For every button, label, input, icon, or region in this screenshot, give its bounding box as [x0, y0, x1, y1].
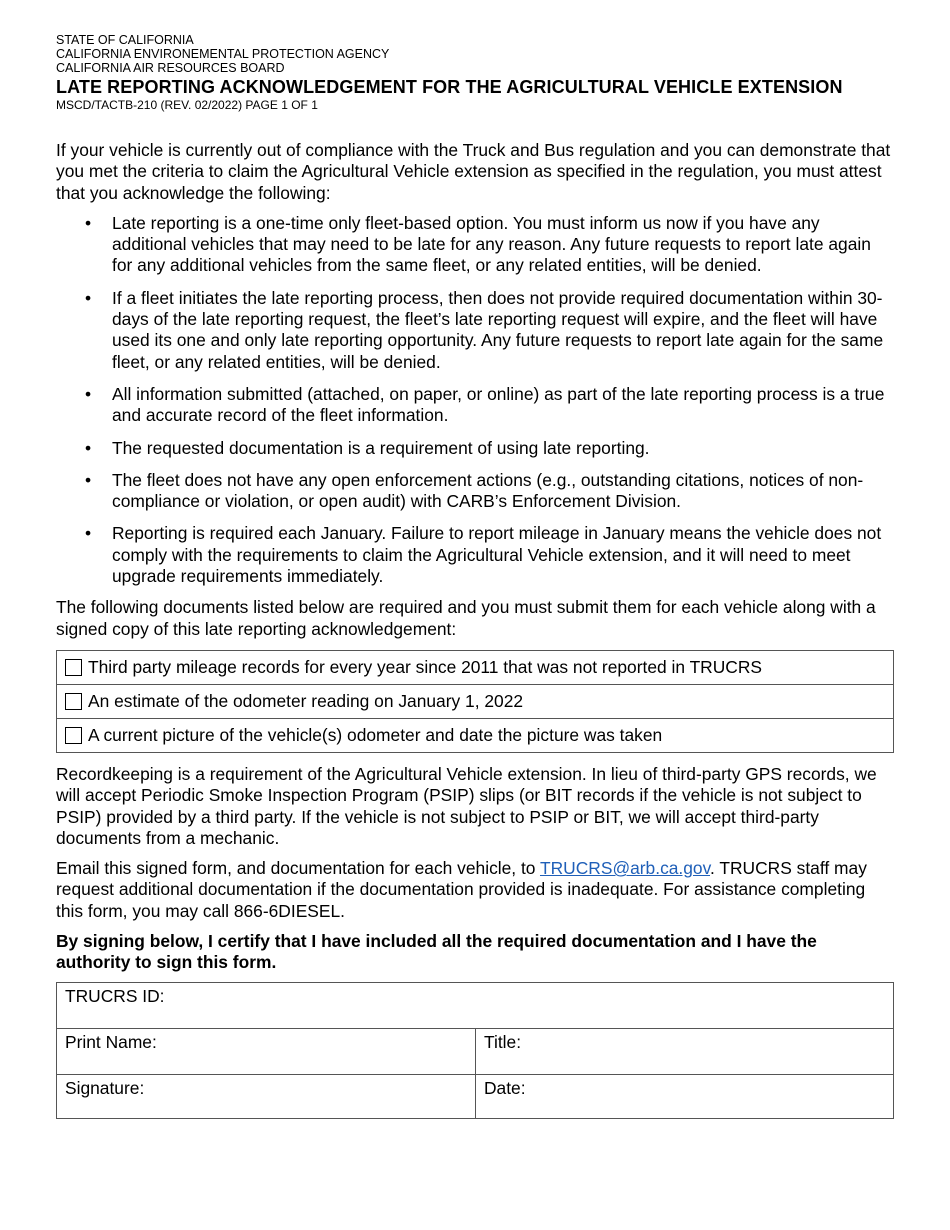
document-label: An estimate of the odometer reading on January 1, 2022: [88, 690, 524, 711]
bullet-icon: •: [85, 287, 92, 308]
bullet-icon: •: [85, 469, 92, 490]
signature-row: [57, 1074, 894, 1118]
acknowledgement-text: Late reporting is a one-time only fleet-based option. You must inform us now if you have any additional vehicles that may need to be late for any reason. Any future requests to report late again for any additional vehicles from the same fleet, or any related entities, will be denied.: [112, 212, 871, 276]
certification-statement: By signing below, I certify that I have included all the required documentation and I have the authority to sign this form.: [56, 931, 817, 973]
odometer-estimate-checkbox[interactable]: [65, 693, 82, 710]
email-paragraph: [56, 858, 894, 922]
signature-table: [56, 982, 894, 1119]
acknowledgement-item: [56, 384, 894, 427]
document-row: [57, 650, 894, 684]
signature-row: [57, 1028, 894, 1074]
acknowledgement-text: The requested documentation is a requirement of using late reporting.: [112, 437, 650, 458]
recordkeeping-paragraph: Recordkeeping is a requirement of the Agricultural Vehicle extension. In lieu of third-party GPS records, we will accept Periodic Smoke Inspection Program (PSIP) slips (or BIT records if the vehicle is not subject to PSIP) provided by a third party. If the vehicle is not subject to PSIP or BIT, we will accept third-party documents from a mechanic.: [56, 763, 877, 848]
email-link[interactable]: TRUCRS@arb.ca.gov: [539, 858, 711, 879]
title-field[interactable]: Title:: [476, 1028, 894, 1074]
acknowledgement-item: [56, 470, 894, 513]
document-cell: [57, 718, 894, 752]
date-field[interactable]: Date:: [476, 1074, 894, 1118]
document-label: A current picture of the vehicle(s) odometer and date the picture was taken: [88, 724, 663, 745]
acknowledgement-item: [56, 438, 894, 459]
header-state: STATE OF CALIFORNIA: [56, 33, 194, 47]
acknowledgement-text: The fleet does not have any open enforcement actions (e.g., outstanding citations, notices of non-compliance or violation, or open audit) with CARB’s Enforcement Division.: [112, 469, 864, 512]
odometer-picture-checkbox[interactable]: [65, 727, 82, 744]
email-text-after: . TRUCRS staff may request additional documentation if the documentation provided is inadequate. For assistance completing this form, you may call 866-6DIESEL.: [56, 858, 867, 921]
document-row: [57, 684, 894, 718]
documents-intro: The following documents listed below are required and you must submit them for each vehicle along with a signed copy of this late reporting acknowledgement:: [56, 597, 876, 639]
form-header: [56, 33, 894, 112]
bullet-icon: •: [85, 437, 92, 458]
document-row: [57, 718, 894, 752]
signature-field[interactable]: Signature:: [57, 1074, 476, 1118]
form-id: MSCD/TACTB-210 (REV. 02/2022) PAGE 1 OF 1: [56, 98, 318, 112]
acknowledgement-text: Reporting is required each January. Failure to report mileage in January means the vehicle does not comply with the requirements to claim the Agricultural Vehicle extension, and it will need to meet upgrade requirements immediately.: [112, 523, 882, 587]
acknowledgement-item: [56, 523, 894, 587]
signature-row: [57, 982, 894, 1028]
mileage-records-checkbox[interactable]: [65, 659, 82, 676]
page-title: LATE REPORTING ACKNOWLEDGEMENT FOR THE AGRICULTURAL VEHICLE EXTENSION: [56, 77, 843, 97]
bullet-icon: •: [85, 523, 92, 544]
trucrs-id-field[interactable]: TRUCRS ID:: [57, 982, 894, 1028]
acknowledgement-text: All information submitted (attached, on paper, or online) as part of the late reporting process is a true and accurate record of the fleet information.: [112, 383, 885, 426]
document-cell: [57, 684, 894, 718]
acknowledgement-item: [56, 213, 894, 277]
header-board: CALIFORNIA AIR RESOURCES BOARD: [56, 61, 285, 75]
intro-paragraph: If your vehicle is currently out of compliance with the Truck and Bus regulation and you can demonstrate that you met the criteria to claim the Agricultural Vehicle extension as specified in the regulation, you must attest that you acknowledge the following:: [56, 140, 891, 203]
document-cell: [57, 650, 894, 684]
bullet-icon: •: [85, 383, 92, 404]
acknowledgement-item: [56, 288, 894, 373]
print-name-field[interactable]: Print Name:: [57, 1028, 476, 1074]
email-text-before: Email this signed form, and documentation for each vehicle, to: [56, 858, 540, 879]
form-page: [56, 33, 894, 1119]
header-agency: CALIFORNIA ENVIRONEMENTAL PROTECTION AGENCY: [56, 47, 390, 61]
bullet-icon: •: [85, 212, 92, 233]
acknowledgement-text: If a fleet initiates the late reporting process, then does not provide required documentation within 30-days of the late reporting request, the fleet’s late reporting request will expire, and the fleet will have used its one and only late reporting opportunity. Any future requests to report late again for the same fleet, or any related entities, will be denied.: [112, 287, 884, 372]
required-documents-table: [56, 650, 894, 753]
acknowledgement-list: [56, 213, 894, 587]
document-label: Third party mileage records for every year since 2011 that was not reported in TRUCRS: [88, 656, 763, 677]
